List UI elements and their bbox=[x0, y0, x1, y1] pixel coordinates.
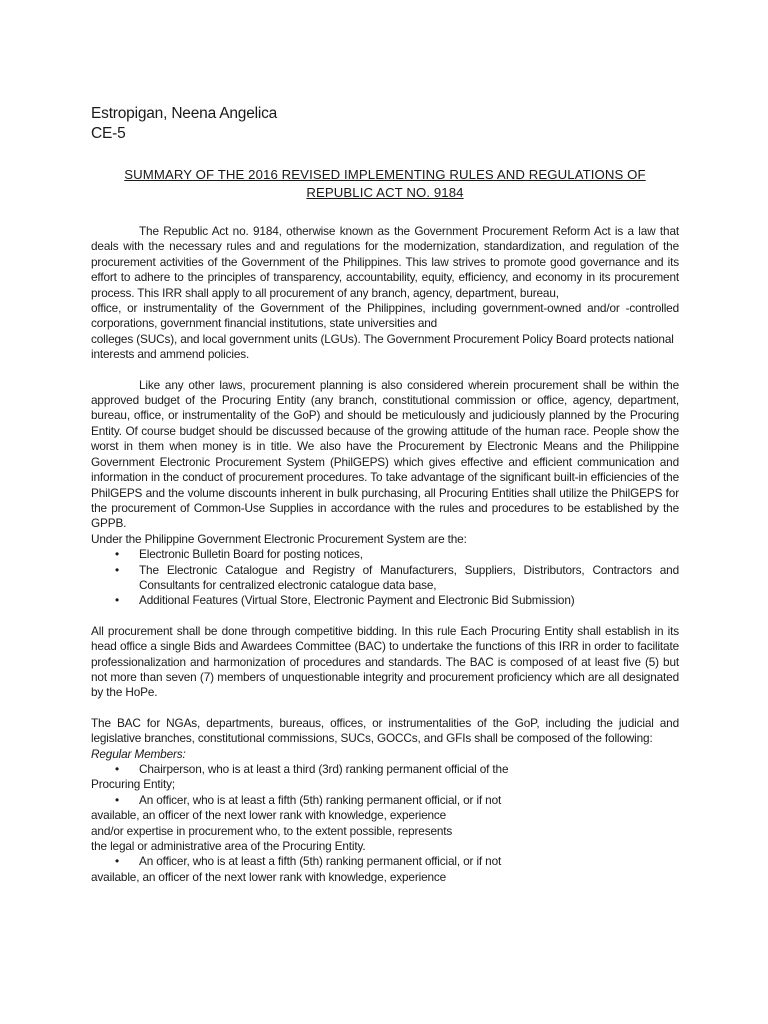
document-body bbox=[91, 224, 679, 885]
philgeps-list bbox=[91, 547, 679, 609]
bullet-icon: • bbox=[115, 547, 119, 562]
paragraph-intro-line-a: office, or instrumentality of the Government of the Philippines, including government-owned and/or -controlled corporations, government financial institutions, state universities and bbox=[91, 301, 679, 331]
list-item: • Additional Features (Virtual Store, Electronic Payment and Electronic Bid Submission) bbox=[115, 593, 575, 608]
bullet-icon: • bbox=[115, 762, 119, 776]
title-line-1: SUMMARY OF THE 2016 REVISED IMPLEMENTING RULES AND REGULATIONS OF bbox=[124, 167, 646, 182]
author-name: Estropigan, Neena Angelica bbox=[91, 105, 278, 122]
member-item: • An officer, who is at least a fifth (5th) ranking permanent official, or if not available, an officer of the next lower rank with knowledge, experience bbox=[91, 854, 502, 884]
paragraph-intro-line-b: colleges (SUCs), and local government units (LGUs). The Government Procurement Policy Board protects national interests and ammend policies. bbox=[91, 331, 674, 362]
list-item: • The Electronic Catalogue and Registry of Manufacturers, Suppliers, Distributors, Contractors and Consultants for centralized electronic catalogue data base, bbox=[115, 562, 679, 592]
bullet-icon: • bbox=[115, 854, 119, 869]
paragraph-bac-composition: The BAC for NGAs, departments, bureaus, offices, or instrumentalities of the GoP, including the judicial and legislative branches, constitutional commissions, SUCs, GOCCs, and GFIs shall be composed of the following: bbox=[91, 715, 679, 746]
list-item: • Electronic Bulletin Board for posting notices, bbox=[115, 547, 363, 562]
philgeps-intro: Under the Philippine Government Electronic Procurement System are the: bbox=[91, 531, 467, 546]
paragraph-bac: All procurement shall be done through competitive bidding. In this rule Each Procuring Entity shall establish in its head office a single Bids and Awardees Committee (BAC) to undertake the functions of this IRR in order to facilitate professionalization and harmonization of procedures and standards. The BAC is composed of at least five (5) but not more than seven (7) members of unquestionable integrity and procurement proficiency which are all designated by the HoPe. bbox=[91, 623, 679, 700]
paragraph-procurement-planning: Like any other laws, procurement planning is also considered wherein procurement shall be within the approved budget of the Procuring Entity (any branch, constitutional commission or office, agency, department, bureau, office, or instrumentality of the GoP) and should be meticulously and judiciously planned by the Procuring Entity. Of course budget should be discussed because of the growing attitude of the human race. People show the worst in them when money is in title. We also have the Procurement by Electronic Means and the Philippine Government Electronic Procurement System (PhilGEPS) which gives effective and efficient communication and information in the conduct of procurement procedures. To take advantage of the significant built-in efficiencies of the PhilGEPS and the volume discounts inherent in bulk purchasing, all Procuring Entities shall utilize the PhilGEPS for the procurement of Common-Use Supplies in accordance with the rules and procedures to be established by the GPPB. bbox=[91, 377, 679, 531]
regular-members-label: Regular Members: bbox=[91, 746, 186, 761]
title-line-2: REPUBLIC ACT NO. 9184 bbox=[306, 185, 464, 200]
paragraph-intro: The Republic Act no. 9184, otherwise known as the Government Procurement Reform Act is a law that deals with the necessary rules and and regulations for the modernization, standardization, and regulation of the procurement activities of the Government of the Philippines. This law strives to promote good governance and its effort to adhere to the principles of transparency, accountability, equity, efficiency, and economy in its procurement process. This IRR shall apply to all procurement of any branch, agency, department, bureau, bbox=[91, 224, 679, 300]
author-section: CE-5 bbox=[91, 125, 126, 142]
member-item: • Chairperson, who is at least a third (3rd) ranking permanent official of the Procuring Entity; bbox=[91, 762, 509, 792]
bullet-icon: • bbox=[115, 562, 119, 577]
author-block bbox=[91, 104, 277, 144]
bullet-icon: • bbox=[115, 593, 119, 608]
bullet-icon: • bbox=[115, 792, 119, 807]
member-item: • An officer, who is at least a fifth (5th) ranking permanent official, or if not available, an officer of the next lower rank with knowledge, experience and/or expertise in procurement who, to the extent possible, represents the legal or administrative area of the Procuring Entity. bbox=[91, 792, 502, 854]
document-title bbox=[91, 166, 679, 202]
